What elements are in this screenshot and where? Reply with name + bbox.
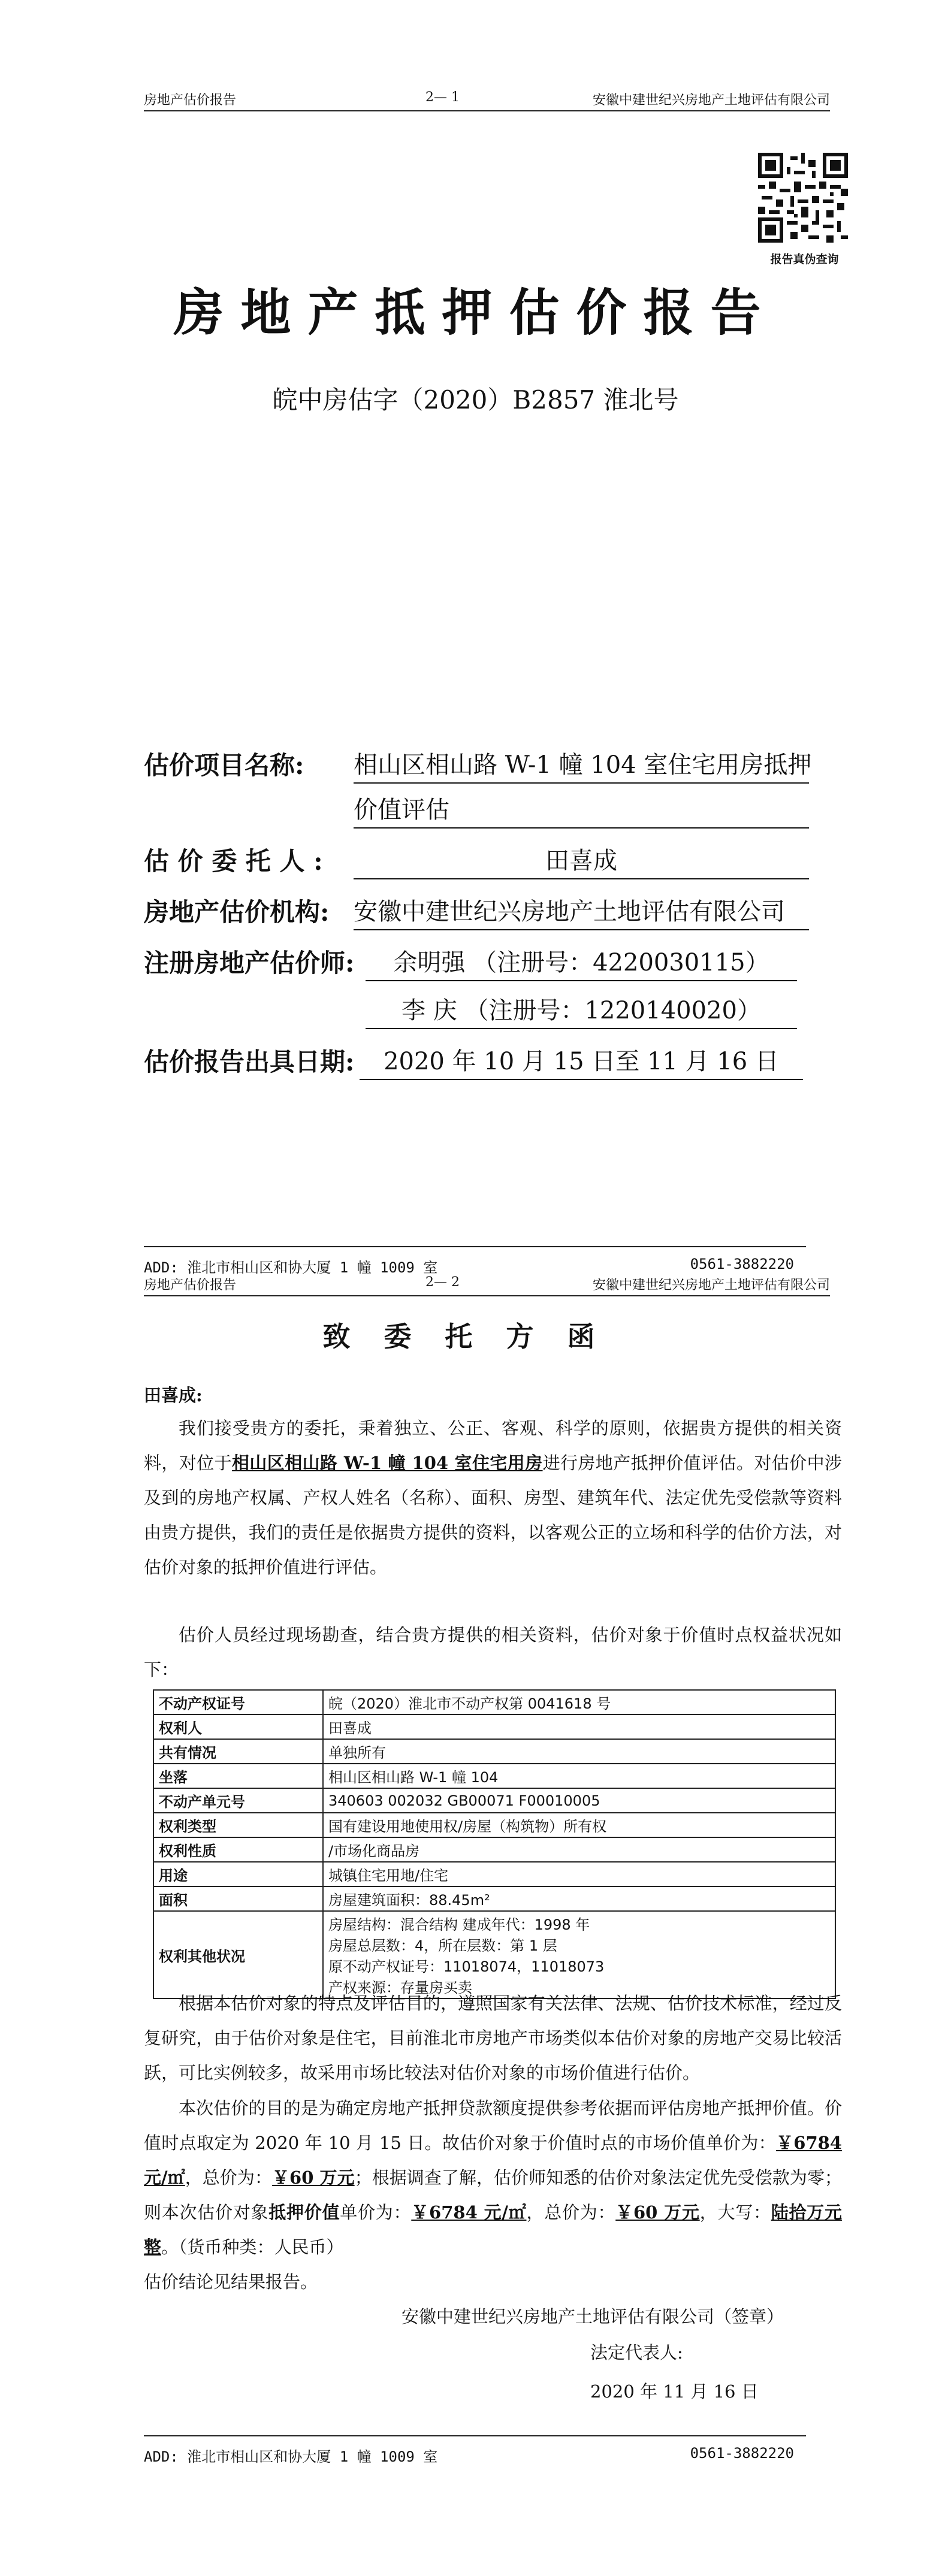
table-key-cell: 权利性质 [153, 1837, 323, 1862]
salutation: 田喜成: [144, 1385, 203, 1405]
table-value-line: 国有建设用地使用权/房屋（构筑物）所有权 [328, 1818, 607, 1835]
project-name-label: 估价项目名称: [144, 751, 304, 780]
header-page-number: 2— 1 [425, 90, 460, 105]
table-value-cell [323, 1764, 835, 1788]
table-value-line: 原不动产权证号：11018074，11018073 [328, 1958, 605, 1975]
issue-date-label: 估价报告出具日期: [144, 1047, 355, 1077]
letter-title: 致委托方函 [322, 1320, 629, 1353]
table-value-cell [323, 1739, 835, 1764]
table-value-line: 340603 002032 GB00071 F00010005 [328, 1792, 600, 1809]
total-price: ￥60 万元 [272, 2167, 355, 2188]
table-value-cell [323, 1715, 835, 1739]
agency-value: 安徽中建世纪兴房地产土地评估有限公司 [354, 893, 809, 930]
table-key-cell: 不动产单元号 [153, 1788, 323, 1813]
table-row [153, 1886, 835, 1911]
page1-footer [144, 1246, 806, 1276]
project-name-value: 相山区相山路 W-1 幢 104 室住宅用房抵押 [354, 746, 809, 784]
table-row [153, 1813, 835, 1837]
header-company: 安徽中建世纪兴房地产土地评估有限公司 [592, 93, 830, 108]
issue-date-value: 2020 年 10 月 15 日至 11 月 16 日 [360, 1042, 803, 1080]
property-address: 相山区相山路 W-1 幢 104 室住宅用房 [232, 1453, 543, 1473]
appraiser-2-value: 李 庆 （注册号：1220140020） [366, 991, 797, 1029]
mortgage-unit-price: ￥6784 元/㎡ [411, 2202, 527, 2223]
table-value-cell [323, 1690, 835, 1715]
footer-address: ADD: 淮北市相山区和协大厦 1 幢 1009 室 [144, 2448, 438, 2465]
header-doc-type: 房地产估价报告 [144, 1278, 237, 1293]
paragraph-4: 本次估价的目的是为确定房地产抵押贷款额度提供参考依据而评估房地产抵押价值。价值时点取定为 2020 年 10 月 15 日。故估价对象于价值时点的市场价值单价为：￥6784 元/㎡，总价为：￥60 万元；根据调查了解，估价师知悉的估价对象法定优先受偿款为零；则本次估价对象抵押价值单价为：￥6784 元/㎡，总价为：￥60 万元，大写：陆拾万元整。（货币种类：人民币） [144, 2098, 842, 2257]
table-value-line: 房屋总层数：4，所在层数：第 1 层 [328, 1937, 557, 1954]
sign-representative: 法定代表人: [590, 2342, 683, 2363]
table-row [153, 1788, 835, 1813]
sign-company: 安徽中建世纪兴房地产土地评估有限公司（签章） [401, 2306, 784, 2327]
header-doc-type: 房地产估价报告 [144, 93, 237, 108]
table-key-cell: 坐落 [153, 1764, 323, 1788]
table-key-cell: 权利类型 [153, 1813, 323, 1837]
table-value-line: 房屋建筑面积：88.45m² [328, 1892, 490, 1909]
table-value-line: 田喜成 [328, 1720, 372, 1737]
client-value: 田喜成 [354, 842, 809, 879]
footer-phone: 0561-3882220 [690, 1256, 794, 1272]
sign-date: 2020 年 11 月 16 日 [590, 2381, 759, 2402]
table-row [153, 1837, 835, 1862]
table-value-cell [323, 1788, 835, 1813]
uppercase-amount: 陆拾万元整 [144, 2202, 842, 2257]
unit-price: ￥6784 元/㎡ [144, 2133, 842, 2188]
table-key-cell: 权利其他状况 [153, 1911, 323, 1998]
table-value-line: 相山区相山路 W-1 幢 104 [328, 1769, 499, 1786]
table-row [153, 1862, 835, 1886]
table-value-line: 皖（2020）淮北市不动产权第 0041618 号 [328, 1695, 611, 1712]
table-value-cell [323, 1862, 835, 1886]
footer-phone: 0561-3882220 [690, 2445, 794, 2462]
table-row [153, 1764, 835, 1788]
qr-code-icon[interactable] [758, 153, 848, 243]
qr-label: 报告真伪查询 [770, 253, 839, 266]
table-value-line: 单独所有 [328, 1744, 386, 1761]
table-value-line: 房屋结构：混合结构 建成年代：1998 年 [328, 1916, 590, 1933]
page1-header [144, 84, 830, 111]
report-doc-number: 皖中房估字（2020）B2857 淮北号 [272, 385, 679, 415]
appraiser-1-value: 余明强 （注册号：4220030115） [366, 944, 797, 981]
table-value-line: 城镇住宅用地/住宅 [328, 1867, 449, 1884]
header-company: 安徽中建世纪兴房地产土地评估有限公司 [592, 1278, 830, 1293]
paragraph-5: 估价结论见结果报告。 [144, 2272, 318, 2292]
table-row [153, 1739, 835, 1764]
mortgage-total-price: ￥60 万元 [615, 2202, 700, 2223]
table-value-cell [323, 1886, 835, 1911]
footer-address: ADD: 淮北市相山区和协大厦 1 幢 1009 室 [144, 1259, 438, 1276]
table-value-cell [323, 1813, 835, 1837]
table-value-line: 产权来源：存量房买卖 [328, 1979, 472, 1996]
table-row [153, 1690, 835, 1715]
table-key-cell: 不动产权证号 [153, 1690, 323, 1715]
header-page-number: 2— 2 [425, 1275, 460, 1290]
paragraph-1: 我们接受贵方的委托，秉着独立、公正、客观、科学的原则，依据贵方提供的相关资料，对位于相山区相山路 W-1 幢 104 室住宅用房进行房地产抵押价值评估。对估价中涉及到的房地产权属、产权人姓名（名称）、面积、房型、建筑年代、法定优先受偿款等资料由贵方提供，我们的责任是依据贵方提供的资料，以客观公正的立场和科学的估价方法，对估价对象的抵押价值进行评估。 [144, 1418, 842, 1577]
table-row [153, 1715, 835, 1739]
rights-table [153, 1689, 836, 1999]
table-key-cell: 面积 [153, 1886, 323, 1911]
page2-header [144, 1269, 830, 1296]
table-key-cell: 用途 [153, 1862, 323, 1886]
appraiser-label: 注册房地产估价师: [144, 948, 355, 978]
project-name-value-line2: 价值评估 [354, 791, 809, 829]
page2-footer [144, 2435, 806, 2465]
report-title: 房地产抵押估价报告 [173, 283, 778, 342]
table-value-cell [323, 1837, 835, 1862]
table-key-cell: 共有情况 [153, 1739, 323, 1764]
table-key-cell: 权利人 [153, 1715, 323, 1739]
agency-label: 房地产估价机构: [144, 897, 330, 927]
client-label: 估 价 委 托 人 : [144, 846, 323, 876]
paragraph-3: 根据本估价对象的特点及评估目的，遵照国家有关法律、法规、估价技术标准，经过反复研究，由于估价对象是住宅，目前淮北市房地产市场类似本估价对象的房地产交易比较活跃，可比实例较多，故采用市场比较法对估价对象的市场价值进行估价。 [144, 1993, 842, 2083]
table-value-line: /市场化商品房 [328, 1843, 420, 1860]
paragraph-2: 估价人员经过现场勘查，结合贵方提供的相关资料，估价对象于价值时点权益状况如下： [144, 1625, 842, 1680]
